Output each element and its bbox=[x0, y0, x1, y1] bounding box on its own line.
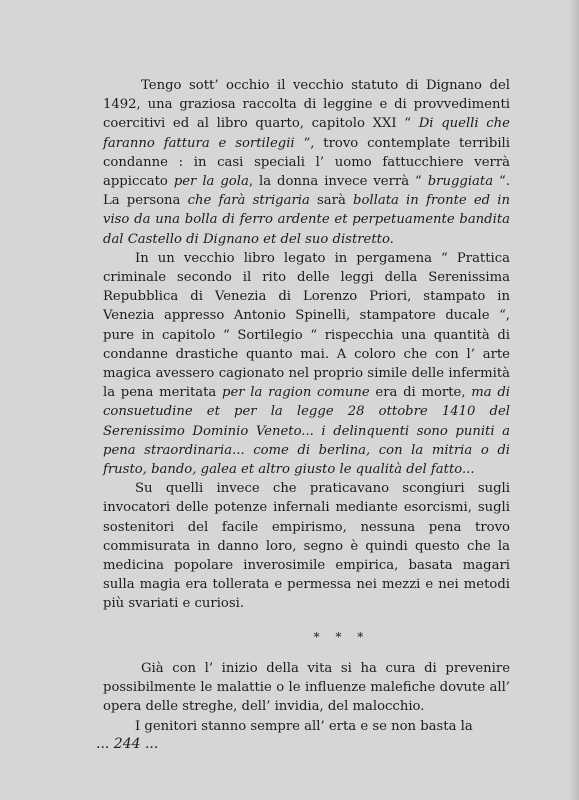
paragraph-1-text-g: “. La persona bbox=[103, 174, 510, 209]
section-separator: * * * bbox=[313, 629, 370, 644]
paragraph-genitori: I genitori stanno sempre all’ erta e se non basta la bbox=[135, 718, 473, 734]
paragraph-inizio-vita: Già con l’ inizio della vita si ha cura di prevenire possibilmente le malattie o le influenze malefiche dovute all’ opera delle streghe, dell’ invidia, del malocchio. bbox=[103, 660, 510, 715]
paragraph-1-text-i: sarà bbox=[309, 193, 354, 209]
paragraph-1-text-c: “, trovo contemplate terribili condanne : in casi speciali l’ uomo fattucchiere verrà appiccato bbox=[103, 135, 510, 190]
paragraph-2-text-c: era di morte, bbox=[369, 385, 472, 401]
paragraph-1-italic-j: bollata in fronte ed in viso da una bolla di ferro ardente et perpetuamente bandita dal Castello di Dignano et del suo distretto. bbox=[103, 193, 510, 247]
page-body-text bbox=[103, 76, 510, 736]
paragraph-1-italic-h: che farà strigaria bbox=[187, 193, 310, 209]
paragraph-1-text-a: Tengo sott’ occhio il vecchio statuto di Dignano del 1492, una graziosa raccolta di leggine e di provvedimenti coercitivi ed al libro quarto, capitolo XXI “ bbox=[103, 78, 510, 132]
paragraph-1-italic-d: per la gola bbox=[173, 174, 249, 190]
paragraph-2-italic-d: ma di consuetudine et per la legge 28 ottobre 1410 del Serenissimo Dominio Veneto... i delinquenti sono puniti a pena straordinaria... come di berlina, con la mitria o di frusto, bando, galea et altro giusto le qualità del fatto... bbox=[103, 385, 510, 478]
paragraph-1-italic-f: bruggiata bbox=[427, 174, 494, 190]
paragraph-statuto-dignano bbox=[103, 76, 510, 249]
paragraph-1-text-e: , la donna invece verrà “ bbox=[248, 174, 428, 190]
paragraph-1-italic-b: Di quelli che faranno fattura e sortilegii bbox=[103, 116, 510, 151]
paragraph-prattica-criminale bbox=[103, 249, 510, 479]
paragraph-scongiuri: Su quelli invece che praticavano scongiuri sugli invocatori delle potenze infernali mediante esorcismi, sugli sostenitori del facile empirismo, nessuna pena trovo commisurata in danno loro, segno è quindi questo che la medicina popolare inverosimile empirica, basata magari sulla magia era tollerata e permessa nei mezzi e nei metodi più svariati e curiosi. bbox=[103, 481, 510, 612]
page-edge-shadow bbox=[569, 0, 579, 800]
paragraph-2-italic-b: per la ragion comune bbox=[222, 385, 370, 401]
page-number: ... 244 ... bbox=[96, 736, 159, 752]
paragraph-2-text-a: In un vecchio libro legato in pergamena “ Prattica criminale secondo il rito delle leggi della Serenissima Repubblica di Venezia di Lorenzo Priori, stampato in Venezia appresso Antonio Spinelli, stampatore ducale “, pure in capitolo “ Sortilegio “ rispecchia una quantità di condanne drastiche quanto mai. A coloro che con l’ arte magica avessero cagionato nel proprio simile delle infermità la pena meritata bbox=[103, 250, 510, 401]
